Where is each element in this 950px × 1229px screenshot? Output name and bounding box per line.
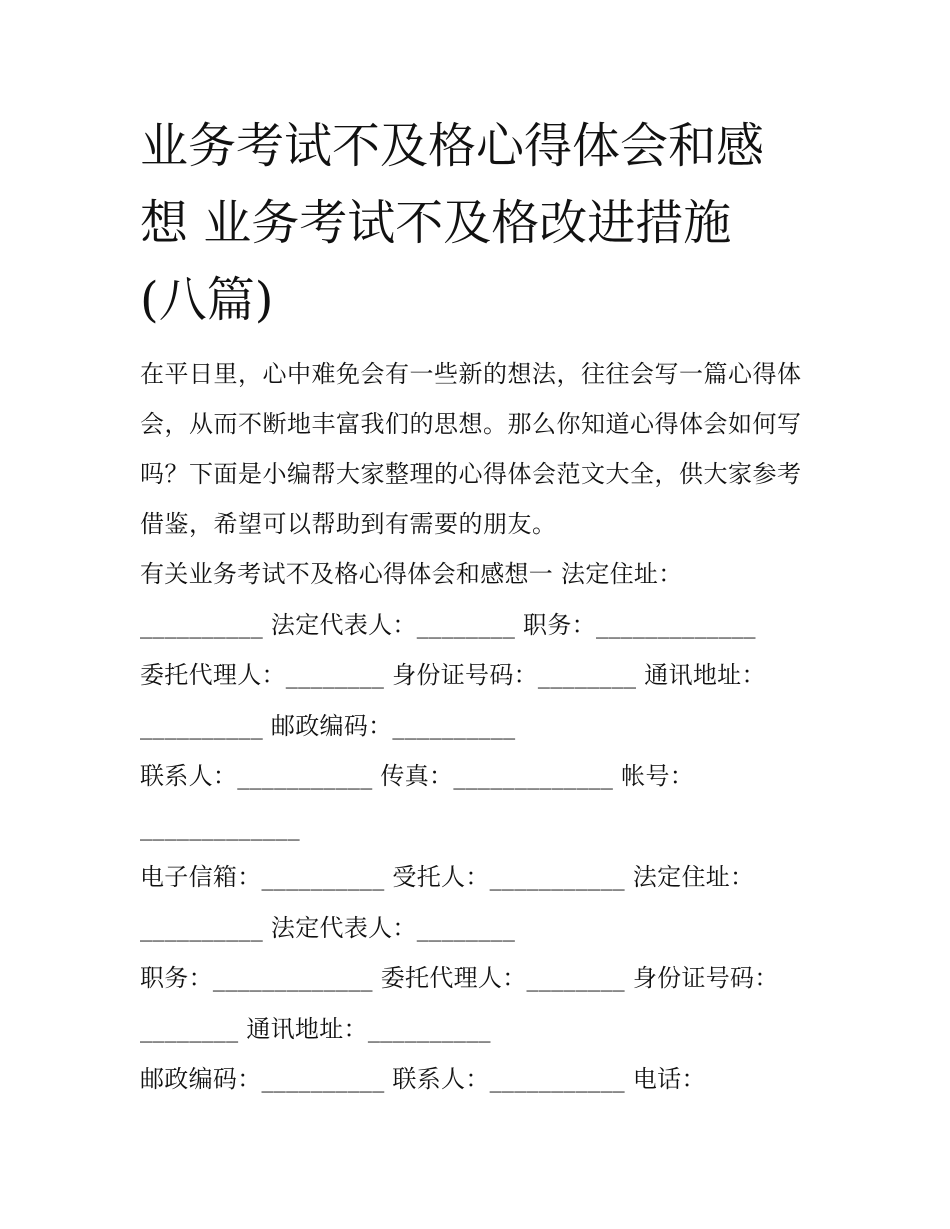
title-line: (八篇) <box>140 272 274 328</box>
form-line: 邮政编码：__________ 联系人：___________ 电话： <box>140 1065 706 1093</box>
form-line: ________ 通讯地址：__________ <box>140 1014 491 1043</box>
form-line: _____________ <box>140 812 300 841</box>
form-line: __________ 法定代表人：________ <box>140 913 516 942</box>
paragraph-line: 会，从而不断地丰富我们的思想。那么你知道心得体会如何写 <box>140 410 802 438</box>
form-line: __________ 邮政编码：__________ <box>140 711 516 740</box>
form-line: 电子信箱：__________ 受托人：___________ 法定住址： <box>140 863 755 891</box>
form-line: 有关业务考试不及格心得体会和感想一 法定住址： <box>140 560 683 588</box>
paragraph-line: 在平日里，心中难免会有一些新的想法，往往会写一篇心得体 <box>140 360 802 388</box>
title-line: 想 业务考试不及格改进措施 <box>140 195 732 251</box>
paragraph-line: 吗？下面是小编帮大家整理的心得体会范文大全，供大家参考 <box>140 460 802 488</box>
form-line: 职务：_____________ 委托代理人：________ 身份证号码： <box>140 964 779 992</box>
paragraph-line: 借鉴，希望可以帮助到有需要的朋友。 <box>140 510 557 538</box>
form-line: __________ 法定代表人：________ 职务：_____________ <box>140 610 756 639</box>
document-page <box>140 108 820 1105</box>
intro-paragraph <box>140 349 820 549</box>
document-title <box>140 108 820 339</box>
form-line: 委托代理人：________ 身份证号码：________ 通讯地址： <box>140 661 766 689</box>
form-line: 联系人：___________ 传真：_____________ 帐号： <box>140 762 695 790</box>
form-section <box>140 549 820 1105</box>
title-line: 业务考试不及格心得体会和感 <box>140 118 765 174</box>
